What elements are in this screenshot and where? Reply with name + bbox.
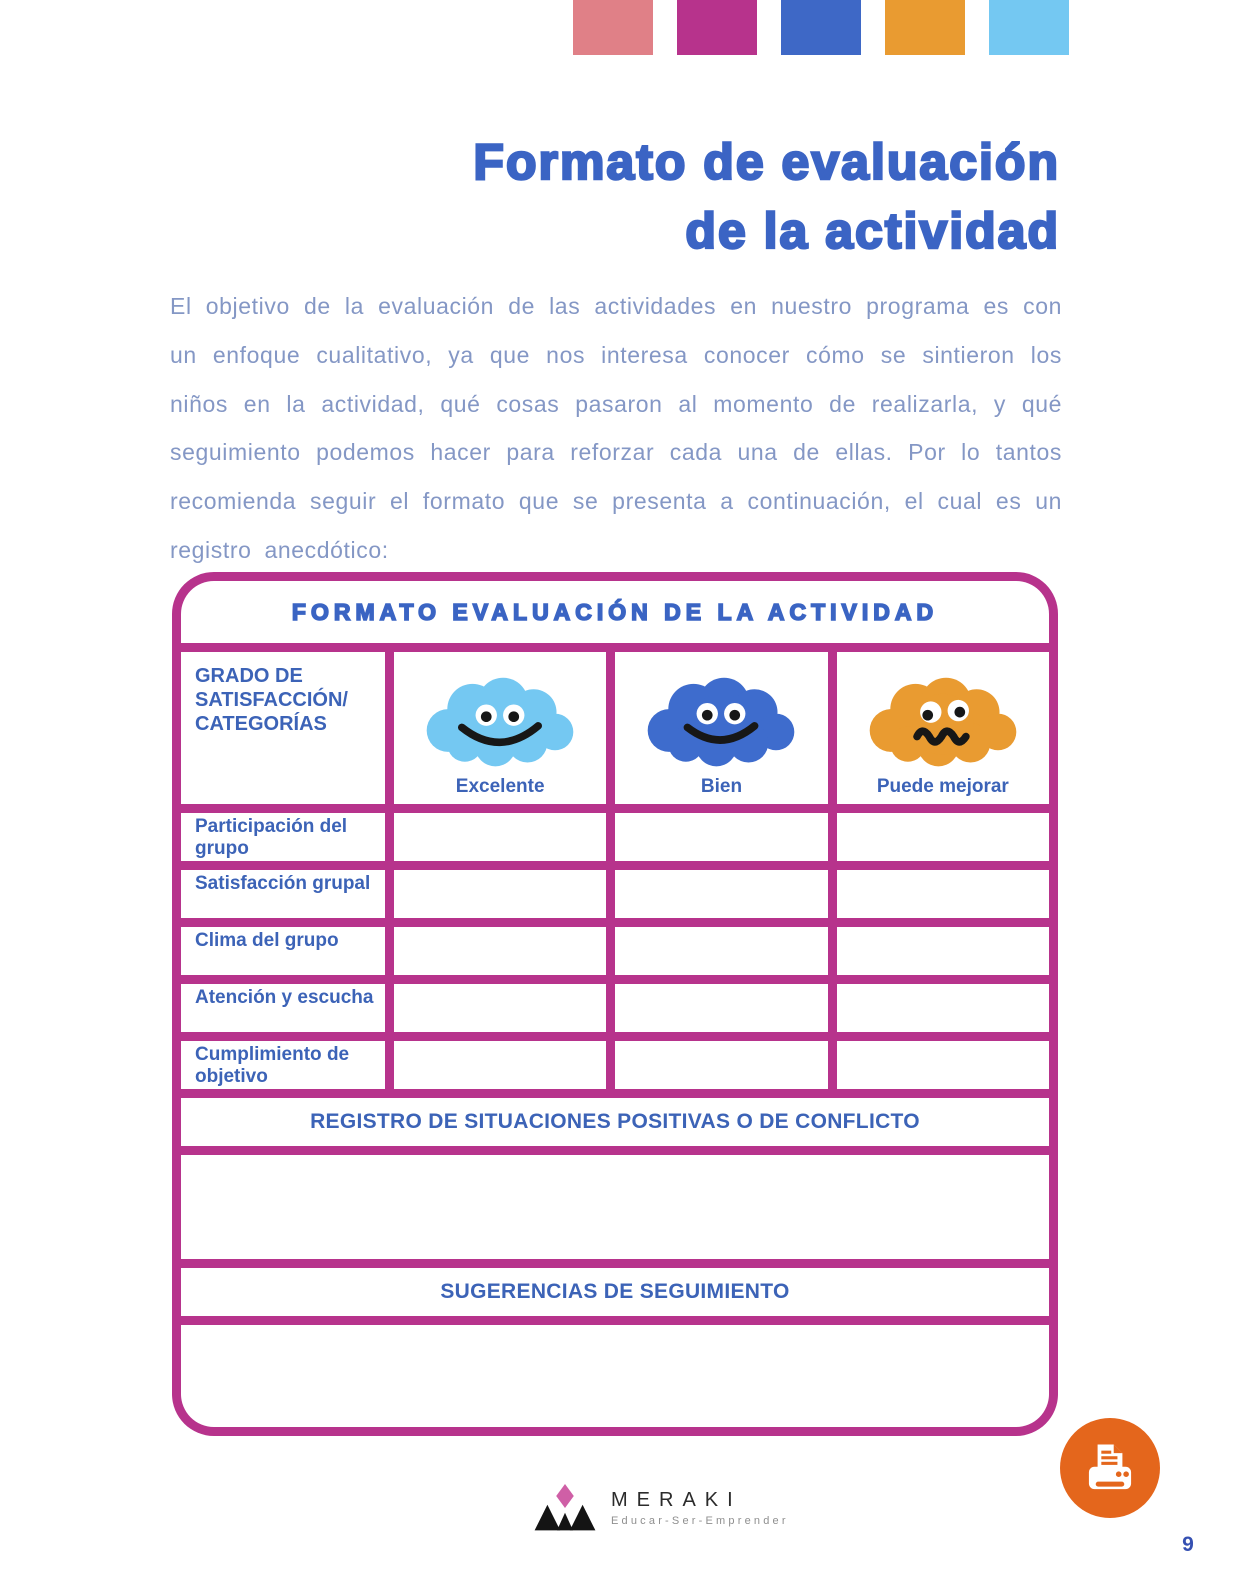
meraki-logo-icon — [533, 1478, 597, 1538]
form-cell-empty — [394, 984, 606, 1032]
page-title-line2: de la actividad — [685, 203, 1060, 259]
level-label-excelente: Excelente — [455, 776, 545, 797]
row-label-cumplimiento — [181, 1041, 385, 1089]
row-label-satisfaccion — [181, 870, 385, 918]
form-cell-empty — [615, 927, 827, 975]
row-label-text: Clima del grupo — [195, 930, 339, 951]
happy-cloud-icon-lightblue — [416, 664, 584, 774]
row-label-clima — [181, 927, 385, 975]
color-bar-magenta — [677, 0, 757, 55]
print-button[interactable] — [1060, 1418, 1160, 1518]
color-bar-lightblue — [989, 0, 1069, 55]
row-label-text: Cumplimiento de objetivo — [195, 1044, 350, 1088]
meraki-logo-text — [611, 1489, 789, 1527]
evaluation-form-table — [172, 572, 1058, 1436]
level-label-puede-mejorar: Puede mejorar — [876, 776, 1009, 797]
row-label-text: Satisfacción grupal — [195, 873, 371, 894]
level-header-puede-mejorar — [837, 652, 1049, 804]
page-title-line1: Formato de evaluación — [473, 134, 1060, 190]
intro-paragraph: El objetivo de la evaluación de las actividades en nuestro programa es con un enfoque cualitativo, ya que nos interesa conocer cómo se sintieron los niños en la actividad, qué cosas pasaron al momento de realizarla, y qué seguimiento podemos hacer para reforzar cada una de ellas. Por lo tantos recomienda seguir el formato que se presenta a continuación, el cual es un registro anecdótico: — [170, 293, 1062, 563]
section-registro-band — [181, 1098, 1049, 1146]
form-title: FORMATO EVALUACIÓN DE LA ACTIVIDAD — [291, 598, 939, 625]
form-cell-empty — [394, 927, 606, 975]
form-cell-empty — [394, 813, 606, 861]
page-number: 9 — [1182, 1533, 1194, 1556]
category-header-label: GRADO DE SATISFACCIÓN/ CATEGORÍAS — [195, 665, 348, 735]
color-bar-blue — [781, 0, 861, 55]
printer-icon — [1079, 1437, 1141, 1499]
logo-name: MERAKI — [611, 1489, 742, 1511]
section-sugerencias-title: SUGERENCIAS DE SEGUIMIENTO — [440, 1280, 790, 1303]
form-cell-empty — [837, 984, 1049, 1032]
level-header-excelente — [394, 652, 606, 804]
form-cell-empty — [394, 1041, 606, 1089]
category-header-cell — [181, 652, 385, 804]
row-label-participacion — [181, 813, 385, 861]
form-cell-empty — [837, 870, 1049, 918]
form-cell-empty — [837, 927, 1049, 975]
registro-writing-area — [181, 1155, 1049, 1259]
color-bar-salmon — [573, 0, 653, 55]
happy-cloud-icon-blue — [637, 664, 805, 774]
form-grid — [181, 652, 1049, 1089]
row-label-text: Participación del grupo — [195, 816, 348, 860]
form-cell-empty — [615, 813, 827, 861]
section-sugerencias-band — [181, 1268, 1049, 1316]
form-title-band — [181, 581, 1049, 643]
form-cell-empty — [615, 870, 827, 918]
sugerencias-writing-area — [181, 1325, 1049, 1427]
level-label-bien: Bien — [700, 776, 743, 797]
section-registro-title: REGISTRO DE SITUACIONES POSITIVAS O DE CONFLICTO — [310, 1110, 920, 1133]
top-color-bars — [573, 0, 1069, 55]
row-label-atencion — [181, 984, 385, 1032]
worried-cloud-icon-orange — [859, 664, 1027, 774]
form-cell-empty — [837, 813, 1049, 861]
form-cell-empty — [615, 1041, 827, 1089]
form-cell-empty — [394, 870, 606, 918]
level-header-bien — [615, 652, 827, 804]
color-bar-orange — [885, 0, 965, 55]
form-cell-empty — [837, 1041, 1049, 1089]
logo-tagline: Educar-Ser-Emprender — [611, 1515, 789, 1527]
form-cell-empty — [615, 984, 827, 1032]
meraki-logo — [533, 1478, 789, 1538]
page-title — [170, 128, 1060, 266]
row-label-text: Atención y escucha — [195, 987, 374, 1008]
